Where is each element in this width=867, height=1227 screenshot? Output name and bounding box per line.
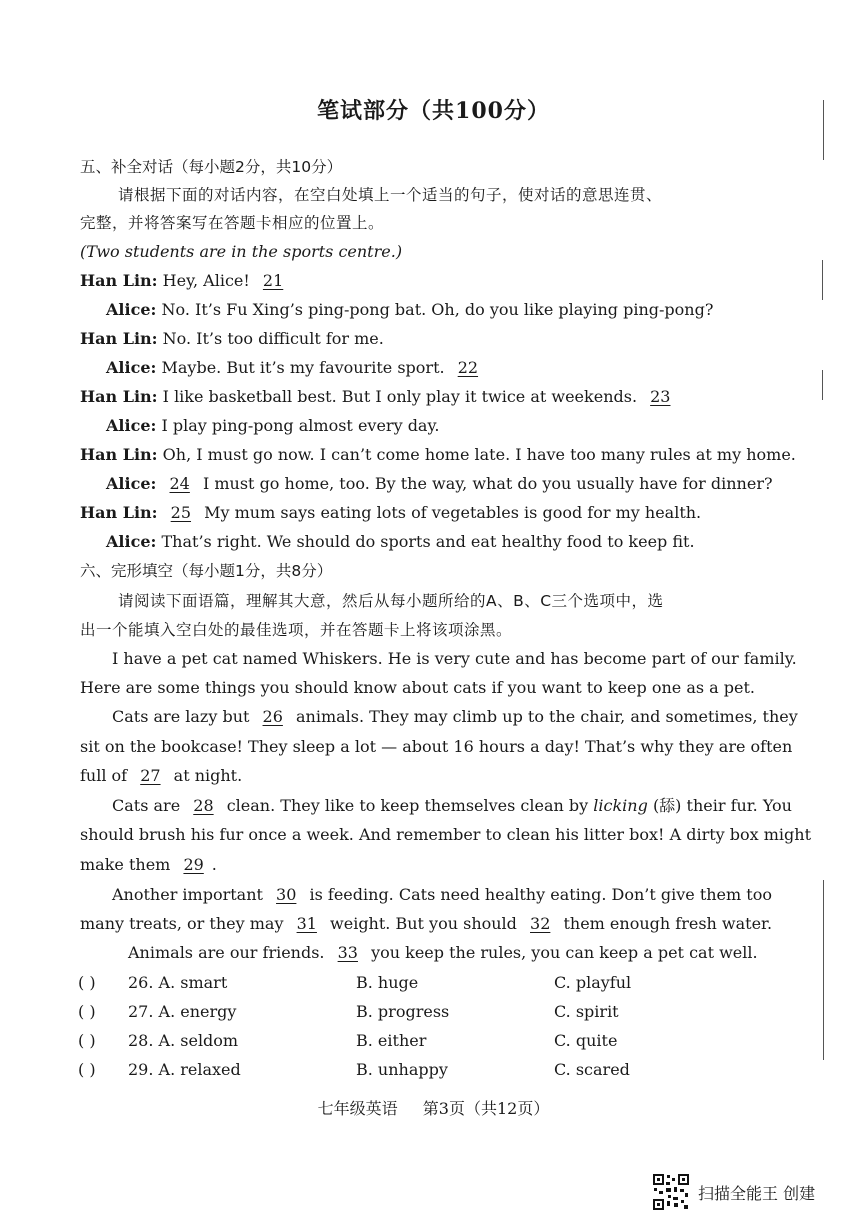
section6-instruction-2: 出一个能填入空白处的最佳选项，并在答题卡上将该项涂黑。 [80, 621, 513, 639]
dialogue-line [106, 473, 773, 495]
passage-line [80, 854, 217, 876]
text: is feeding. Cats need healthy eating. Don’t give them too [309, 885, 772, 904]
dialogue-text: Maybe. But it’s my favourite sport. [161, 358, 445, 377]
blank-24: 24 [169, 474, 190, 493]
answer-bracket: ( ) [78, 1060, 96, 1079]
text: clean. They like to keep themselves clean by [226, 796, 589, 815]
answer-bracket: ( ) [78, 973, 96, 992]
dialogue-line [80, 502, 701, 524]
speaker-name: Alice: [106, 300, 157, 319]
blank-29: 29 [183, 855, 204, 874]
page-title: 笔试部分（共100分） [317, 98, 550, 124]
text: at night. [173, 766, 243, 785]
text: (舔) their fur. You [652, 796, 792, 815]
text: . [211, 855, 217, 874]
passage-line [112, 884, 772, 906]
text: many treats, or they may [80, 914, 284, 933]
text-italic: licking [593, 796, 648, 815]
footer-subject: 七年级英语 [317, 1099, 398, 1118]
passage-line: sit on the bookcase! They sleep a lot — about 16 hours a day! That’s why they are often [80, 737, 793, 756]
dialogue-text: No. It’s too difficult for me. [162, 329, 384, 348]
dialogue-line [106, 531, 695, 553]
speaker-name: Alice: [106, 358, 157, 377]
passage-line: I have a pet cat named Whiskers. He is very cute and has become part of our family. [112, 649, 797, 668]
option-a: 26. A. smart [128, 973, 228, 992]
scanner-brand-text: 扫描全能王 创建 [698, 1183, 816, 1203]
dialogue-line [80, 328, 384, 350]
passage-line: should brush his fur once a week. And remember to clean his litter box! A dirty box might [80, 825, 812, 844]
text: you keep the rules, you can keep a pet cat well. [371, 943, 758, 962]
dialogue-text: My mum says eating lots of vegetables is good for my health. [204, 503, 702, 522]
text: animals. They may climb up to the chair, and sometimes, they [295, 707, 798, 726]
blank-25: 25 [170, 503, 192, 522]
text: Cats are lazy but [112, 707, 250, 726]
section5-heading: 五、补全对话（每小题2分，共10分） [80, 158, 343, 176]
blank-26: 26 [262, 707, 283, 726]
passage-line [80, 913, 772, 935]
text: make them [80, 855, 171, 874]
speaker-name: Han Lin: [80, 329, 158, 348]
dialogue-text: Hey, Alice! [162, 271, 250, 290]
page-footer [0, 1096, 867, 1119]
blank-28: 28 [193, 796, 214, 815]
option-c: C. quite [554, 1031, 618, 1050]
text: them enough fresh water. [563, 914, 773, 933]
blank-31: 31 [296, 914, 317, 933]
passage-line [112, 706, 798, 728]
scanner-watermark [652, 1172, 815, 1212]
qr-code-icon [652, 1173, 690, 1211]
section5-instruction-2: 完整，并将答案写在答题卡相应的位置上。 [80, 214, 385, 232]
option-a: 29. A. relaxed [128, 1060, 241, 1079]
blank-32: 32 [530, 914, 551, 933]
text: full of [80, 766, 128, 785]
option-b: B. progress [356, 1002, 450, 1021]
speaker-name: Han Lin: [80, 271, 158, 290]
passage-line [128, 942, 758, 964]
passage-line: Here are some things you should know about cats if you want to keep one as a pet. [80, 678, 755, 697]
dialogue-line [106, 357, 486, 379]
blank-23: 23 [650, 387, 671, 406]
option-c: C. spirit [554, 1002, 619, 1021]
dialogue-text: I like basketball best. But I only play it twice at weekends. [162, 387, 638, 406]
blank-27: 27 [140, 766, 161, 785]
speaker-name: Alice: [106, 416, 157, 435]
blank-30: 30 [276, 885, 297, 904]
speaker-name: Alice: [106, 532, 157, 551]
option-c: C. playful [554, 973, 632, 992]
speaker-name: Alice: [106, 474, 157, 493]
text: Cats are [112, 796, 181, 815]
blank-21: 21 [262, 271, 284, 290]
dialogue-text: No. It’s Fu Xing’s ping-pong bat. Oh, do you like playing ping-pong? [161, 300, 714, 319]
dialogue-line [80, 444, 796, 466]
section5-instruction-1: 请根据下面的对话内容，在空白处填上一个适当的句子，使对话的意思连贯、 [118, 186, 663, 204]
speaker-name: Han Lin: [80, 503, 158, 522]
dialogue-text: Oh, I must go now. I can’t come home late. I have too many rules at my home. [162, 445, 796, 464]
dialogue-text: I play ping-pong almost every day. [161, 416, 440, 435]
dialogue-text: I must go home, too. By the way, what do you usually have for dinner? [202, 474, 773, 493]
scene-description: (Two students are in the sports centre.) [80, 242, 403, 261]
text: Animals are our friends. [128, 943, 325, 962]
dialogue-line [106, 299, 713, 321]
option-b: B. unhappy [356, 1060, 448, 1079]
scan-edge-line [823, 100, 824, 160]
option-a: 28. A. seldom [128, 1031, 239, 1050]
scan-edge-line [822, 260, 823, 300]
option-a: 27. A. energy [128, 1002, 237, 1021]
section6-heading: 六、完形填空（每小题1分，共8分） [80, 562, 333, 580]
scan-edge-line [823, 880, 824, 1060]
answer-bracket: ( ) [78, 1031, 96, 1050]
speaker-name: Han Lin: [80, 445, 158, 464]
dialogue-line [106, 415, 439, 437]
answer-bracket: ( ) [78, 1002, 96, 1021]
scan-edge-line [822, 370, 823, 400]
passage-line [80, 765, 242, 787]
dialogue-line [80, 386, 678, 408]
passage-line [112, 795, 792, 817]
text: Another important [112, 885, 263, 904]
option-b: B. huge [356, 973, 419, 992]
dialogue-text: That’s right. We should do sports and eat healthy food to keep fit. [161, 532, 695, 551]
footer-page-number: 第3页（共12页） [422, 1099, 550, 1118]
blank-22: 22 [457, 358, 479, 377]
option-b: B. either [356, 1031, 427, 1050]
blank-33: 33 [337, 943, 358, 962]
text: weight. But you should [330, 914, 517, 933]
option-c: C. scared [554, 1060, 630, 1079]
dialogue-line [80, 270, 291, 292]
speaker-name: Han Lin: [80, 387, 158, 406]
section6-instruction-1: 请阅读下面语篇，理解其大意，然后从每小题所给的A、B、C三个选项中，选 [118, 592, 664, 610]
